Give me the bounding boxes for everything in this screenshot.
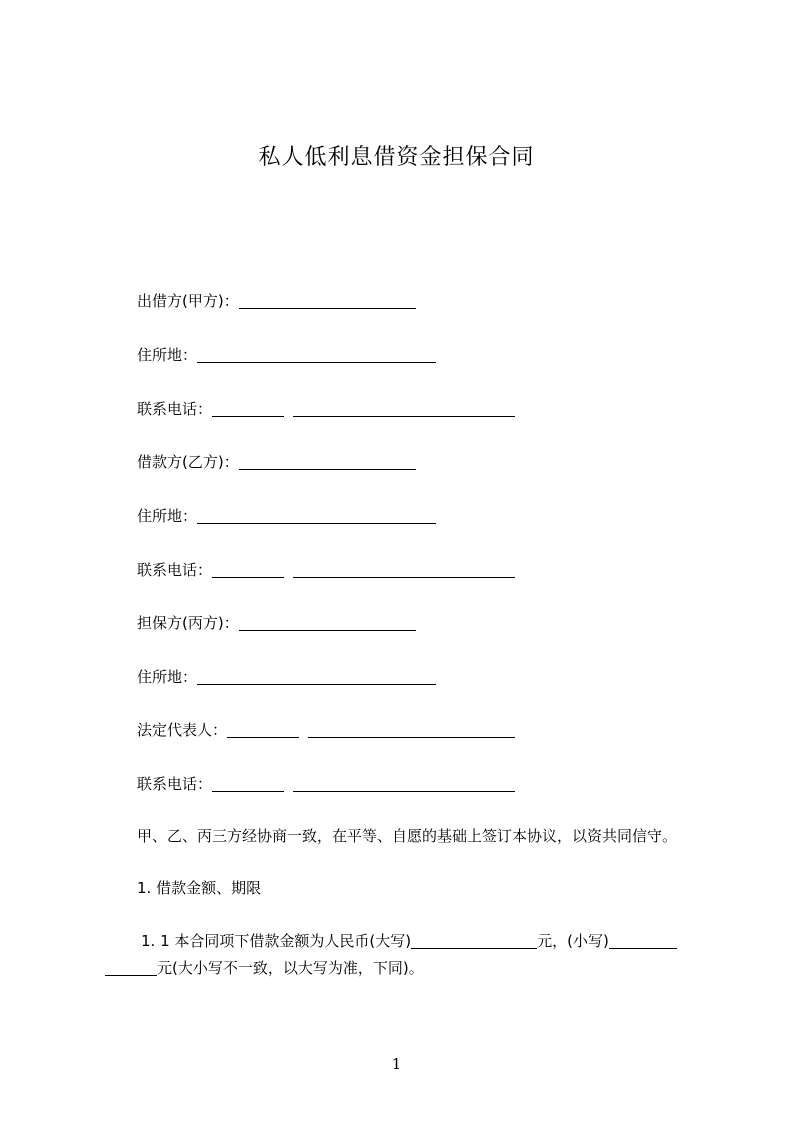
lender-phone-field [137,399,515,419]
lender-address-field [137,345,436,365]
clause-1-1-text-b: 元，(小写) [537,932,609,950]
borrower-phone-blank-1[interactable] [212,563,284,578]
clause-1-1-text-c: 元(大小写不一致，以大写为准，下同)。 [157,959,424,977]
clause-1-1-line-2 [105,958,424,978]
guarantor-phone-label: 联系电话： [137,775,213,793]
borrower-phone-field [137,560,515,580]
clause-1-1-text-a: 1. 1 本合同项下借款金额为人民币(大写) [141,932,412,950]
guarantor-field [137,613,416,633]
lender-field [137,291,416,311]
lender-blank[interactable] [239,294,416,309]
amount-uppercase-blank[interactable] [411,934,537,949]
page-number: 1 [391,1055,402,1073]
lender-label: 出借方(甲方)： [137,292,239,310]
legal-rep-field [137,720,515,740]
guarantor-phone-field [137,774,515,794]
legal-rep-blank-1[interactable] [227,723,299,738]
borrower-address-field [137,506,436,526]
document-title: 私人低利息借资金担保合同 [258,145,535,170]
guarantor-blank[interactable] [239,616,416,631]
borrower-blank[interactable] [239,455,416,470]
borrower-field [137,452,416,472]
section-1-heading: 1. 借款金额、期限 [137,879,262,897]
borrower-label: 借款方(乙方)： [137,453,239,471]
guarantor-address-field [137,667,436,687]
guarantor-label: 担保方(丙方)： [137,614,239,632]
lender-phone-blank-2[interactable] [293,402,515,417]
guarantor-phone-blank-2[interactable] [293,777,515,792]
lender-address-label: 住所地： [137,346,198,364]
clause-1-1-line-1 [141,931,677,951]
borrower-phone-label: 联系电话： [137,561,213,579]
borrower-address-blank[interactable] [197,509,436,524]
borrower-phone-blank-2[interactable] [293,563,515,578]
legal-rep-blank-2[interactable] [308,723,515,738]
legal-rep-label: 法定代表人： [137,721,228,739]
amount-lowercase-blank-2[interactable] [105,961,157,976]
lender-phone-blank-1[interactable] [212,402,284,417]
lender-address-blank[interactable] [197,348,436,363]
guarantor-phone-blank-1[interactable] [212,777,284,792]
guarantor-address-blank[interactable] [197,670,436,685]
borrower-address-label: 住所地： [137,507,198,525]
guarantor-address-label: 住所地： [137,668,198,686]
amount-lowercase-blank-1[interactable] [609,934,677,949]
intro-paragraph: 甲、乙、丙三方经协商一致，在平等、自愿的基础上签订本协议，以资共同信守。 [137,827,678,845]
lender-phone-label: 联系电话： [137,400,213,418]
